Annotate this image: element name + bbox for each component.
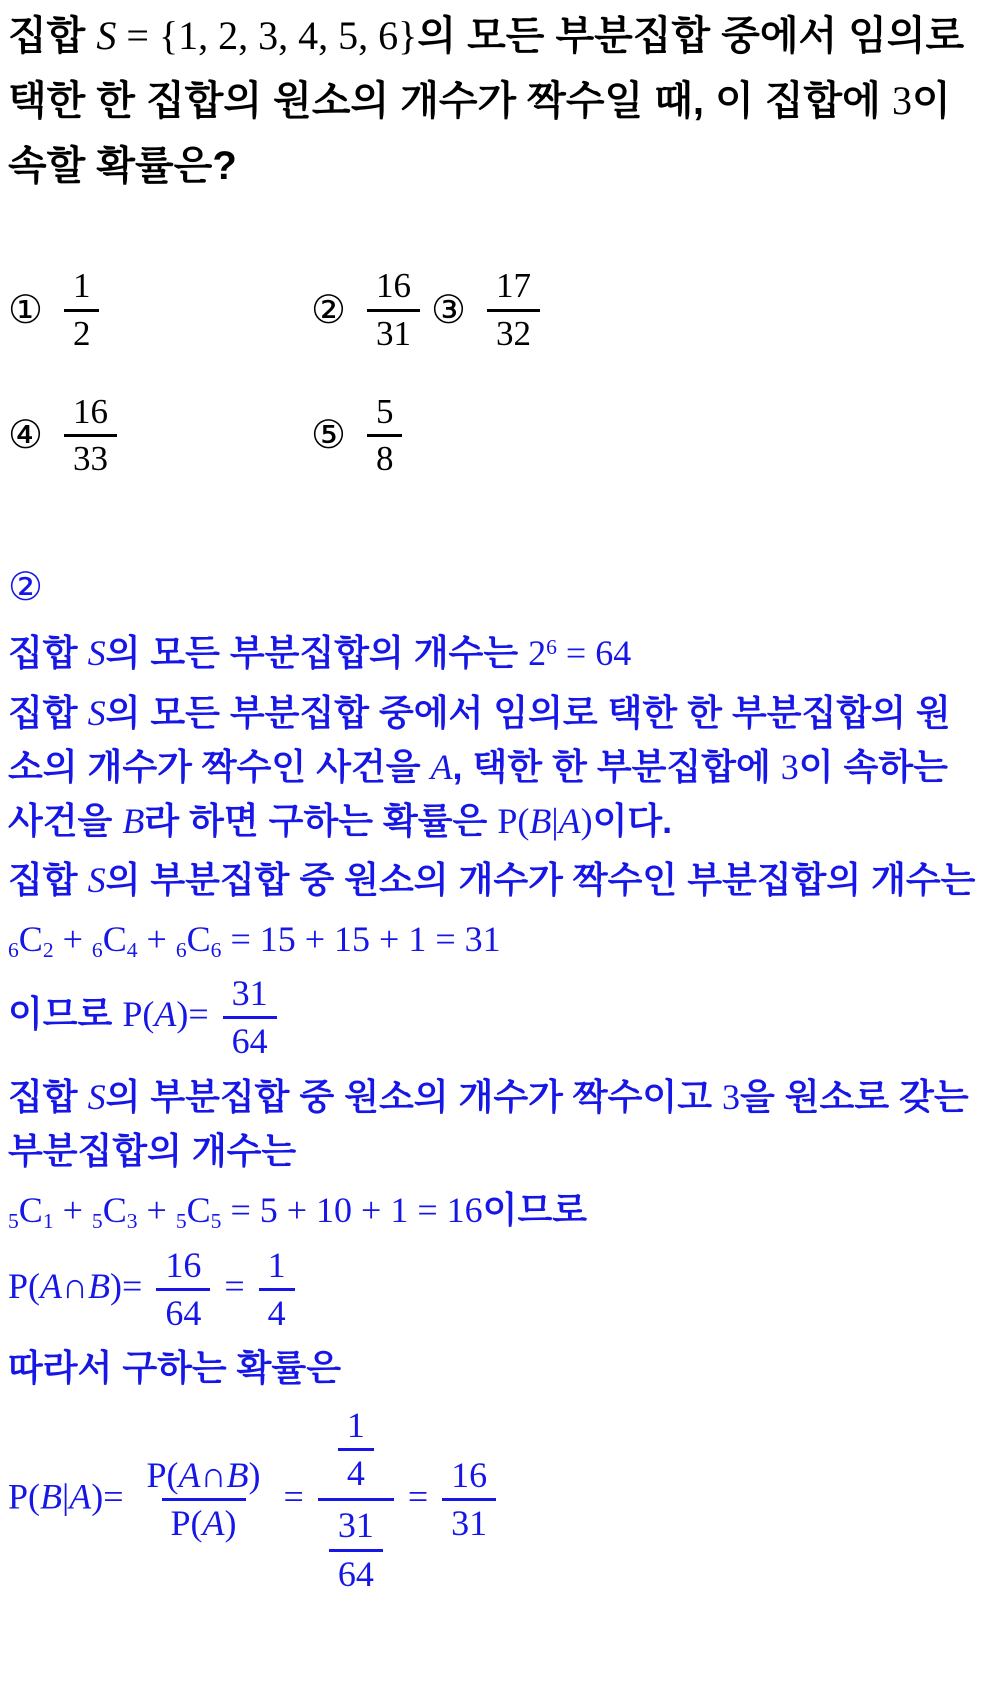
text-it: A (202, 1503, 225, 1544)
fraction (442, 1455, 496, 1545)
choice-4-fraction (64, 392, 117, 480)
fraction-numerator (259, 1245, 295, 1288)
text-rm: P( (122, 994, 155, 1035)
choice-5-denominator: 8 (367, 434, 403, 479)
fraction-denominator (318, 1498, 394, 1597)
text-rm: P( (8, 1476, 41, 1517)
text-kr: 이므로 (8, 993, 123, 1035)
text-it: B (226, 1455, 249, 1495)
solution-line-7 (8, 1183, 985, 1237)
text-rm: = 64 (556, 633, 632, 674)
text-rm: | (551, 801, 559, 842)
text-rm: 3 (780, 746, 799, 787)
text-kr: 집합 (8, 859, 88, 901)
fraction-numerator (223, 973, 277, 1016)
fraction (223, 973, 277, 1063)
text-rm: )= (176, 994, 218, 1035)
text-rm: 4 (346, 1453, 365, 1493)
answer-choices (8, 264, 985, 481)
text-it: A (154, 994, 177, 1035)
choice-5-marker: ⑤ (311, 413, 346, 459)
choice-1-fraction (64, 266, 100, 354)
fraction (329, 1505, 383, 1595)
text-rm: ∩ (62, 1265, 89, 1306)
text-sub: 6 (175, 937, 187, 962)
solution-line-10 (8, 1401, 985, 1600)
text-it: S (87, 860, 106, 901)
text-it: B (529, 801, 552, 842)
text-sub: 6 (210, 937, 222, 962)
text-it: B (88, 1265, 111, 1306)
fraction-denominator (162, 1498, 246, 1544)
text-rm: C (18, 918, 43, 959)
text-kr: 집합 (8, 1075, 88, 1117)
text-rm: ∩ (200, 1455, 227, 1495)
problem-kr-2: 의 모든 부분집합 중에서 임의로 택한 한 집합의 원소의 개수가 짝수일 때, 이 집합에 (8, 14, 965, 123)
text-rm: 31 (337, 1505, 374, 1546)
text-rm: + (137, 1190, 176, 1231)
solution-line-1 (8, 626, 985, 680)
text-sub: 5 (8, 1209, 19, 1234)
choice-3-numerator: 17 (495, 266, 531, 306)
choice-3-marker: ③ (430, 287, 466, 333)
choice-4-marker: ④ (8, 413, 43, 459)
text-kr: 의 모든 부분집합의 개수는 (105, 632, 529, 674)
fraction-denominator (442, 1498, 496, 1544)
text-sub: 3 (126, 1209, 138, 1234)
choice-5-fraction (367, 392, 403, 480)
text-kr: 이다. (592, 800, 673, 842)
choice-option-4 (8, 390, 122, 482)
text-rm: = 15 + 15 + 1 = 31 (221, 918, 501, 959)
choice-5-numerator: 5 (375, 391, 394, 431)
text-sub: 5 (175, 1209, 187, 1234)
text-it: B (40, 1476, 63, 1517)
choice-option-5 (311, 390, 407, 482)
text-kr: 집합 (8, 691, 88, 733)
text-rm: C (18, 1190, 43, 1231)
text-rm: )= (110, 1265, 152, 1306)
text-kr: 이므로 (482, 1189, 587, 1231)
text-rm: 1 (346, 1404, 365, 1445)
solution-line-3 (8, 853, 985, 907)
choice-2-marker: ② (311, 287, 346, 333)
choice-1-numerator: 1 (72, 266, 91, 306)
text-rm: 2 (528, 633, 547, 674)
fraction (156, 1245, 210, 1335)
fraction-numerator (138, 1455, 270, 1498)
choice-option-3 (431, 264, 545, 356)
choice-option-2 (311, 264, 425, 356)
choice-4-numerator: 16 (72, 391, 108, 431)
text-rm: + (137, 918, 176, 959)
fraction-denominator (223, 1016, 277, 1062)
fraction-numerator (442, 1455, 496, 1498)
fraction-numerator (156, 1245, 210, 1288)
text-rm: | (62, 1476, 70, 1517)
solution-line-9 (8, 1341, 985, 1395)
text-rm: 64 (337, 1553, 374, 1594)
text-rm: 16 (165, 1244, 202, 1285)
text-rm: = 5 + 10 + 1 = 16 (221, 1190, 483, 1231)
choice-4-denominator: 33 (64, 434, 117, 479)
text-sup: 6 (546, 634, 557, 659)
choice-1-denominator: 2 (64, 309, 100, 354)
set-elements: = {1, 2, 3, 4, 5, 6} (116, 13, 418, 58)
fraction-denominator (259, 1288, 295, 1334)
choice-2-fraction (367, 266, 420, 354)
text-kr: 집합 (8, 632, 88, 674)
text-kr: 의 모든 부분집합 중에서 임의로 택한 한 부분집합의 원소의 개수가 짝수인 사건을 (8, 691, 951, 787)
problem-statement (8, 4, 985, 198)
text-it: A (178, 1455, 201, 1495)
text-kr: 따라서 구하는 확률은 (8, 1347, 341, 1389)
text-rm: + (53, 1190, 92, 1231)
text-rm: P( (146, 1455, 179, 1495)
solution-line-5 (8, 971, 985, 1065)
choice-option-1 (8, 264, 104, 356)
text-rm: C (186, 1190, 211, 1231)
text-rm: 31 (231, 972, 268, 1013)
fraction-denominator (338, 1448, 374, 1494)
math-worksheet (8, 4, 985, 1599)
answer-marker: ② (8, 565, 43, 611)
text-rm: 1 (267, 1244, 286, 1285)
choice-3-denominator: 32 (487, 309, 540, 354)
text-rm: 16 (451, 1455, 488, 1495)
text-rm: ) (580, 801, 593, 842)
text-rm: + (53, 918, 92, 959)
text-rm: 64 (231, 1021, 268, 1062)
fraction (338, 1405, 374, 1495)
text-kr: , 택한 한 부분집합에 (452, 745, 781, 787)
problem-kr-1: 집합 (8, 14, 97, 58)
text-sub: 2 (42, 937, 54, 962)
element-three: 3 (891, 77, 912, 123)
text-rm: C (102, 918, 127, 959)
text-rm: = (398, 1476, 438, 1517)
text-kr: 의 부분집합 중 원소의 개수가 짝수이고 (105, 1075, 722, 1117)
choices-row-2-left (8, 390, 311, 482)
text-rm: 31 (451, 1503, 488, 1544)
choice-1-marker: ① (8, 287, 43, 333)
choices-row-1 (8, 264, 985, 356)
fraction (259, 1245, 295, 1335)
solution-line-6 (8, 1070, 985, 1179)
problem-kr-3: 이 속할 확률은? (8, 78, 951, 188)
text-rm: 4 (267, 1292, 286, 1333)
fraction-numerator (327, 1403, 385, 1499)
fraction (318, 1403, 394, 1598)
text-sub: 4 (126, 937, 138, 962)
text-rm: = (274, 1476, 313, 1517)
text-it: B (122, 801, 145, 842)
fraction-denominator (156, 1288, 210, 1334)
text-rm: )= (91, 1476, 133, 1517)
choice-2-numerator: 16 (375, 266, 411, 306)
text-rm: C (186, 918, 211, 959)
text-rm: P( (497, 801, 530, 842)
text-rm: C (102, 1190, 127, 1231)
text-rm: 64 (165, 1292, 202, 1333)
text-it: A (430, 746, 453, 787)
fraction-numerator (338, 1405, 374, 1448)
text-sub: 1 (42, 1209, 54, 1234)
choices-row-1-right (311, 264, 545, 356)
solution (8, 565, 985, 1599)
text-rm: P( (8, 1265, 41, 1306)
solution-line-2 (8, 686, 985, 849)
fraction-denominator (329, 1549, 383, 1595)
text-sub: 5 (210, 1209, 222, 1234)
text-sub: 6 (8, 937, 19, 962)
text-it: A (558, 801, 581, 842)
text-it: S (87, 1076, 106, 1117)
text-sub: 6 (91, 937, 103, 962)
text-it: A (40, 1265, 63, 1306)
choice-2-denominator: 31 (367, 309, 420, 354)
fraction-numerator (329, 1505, 383, 1548)
text-kr: 이 속하는 사건을 (8, 745, 948, 842)
text-it: S (87, 692, 106, 733)
text-rm: P( (170, 1503, 203, 1544)
text-kr: 을 원소로 갖는 부분집합의 개수는 (8, 1075, 969, 1172)
solution-line-8 (8, 1243, 985, 1337)
choice-3-fraction (487, 266, 540, 354)
text-rm: = (215, 1265, 254, 1306)
choices-row-2 (8, 390, 985, 482)
text-rm: ) (248, 1455, 261, 1495)
text-sub: 5 (91, 1209, 103, 1234)
set-symbol: S (96, 13, 117, 58)
text-rm: 3 (722, 1076, 740, 1117)
text-it: A (69, 1476, 92, 1517)
solution-line-4 (8, 913, 985, 966)
text-it: S (87, 633, 106, 674)
text-kr: 라 하면 구하는 확률은 (144, 800, 498, 842)
choices-row-1-left (8, 264, 311, 356)
fraction (138, 1455, 270, 1545)
text-kr: 의 부분집합 중 원소의 개수가 짝수인 부분집합의 개수는 (105, 859, 976, 901)
choices-row-2-right (311, 390, 407, 482)
text-rm: ) (224, 1503, 237, 1544)
